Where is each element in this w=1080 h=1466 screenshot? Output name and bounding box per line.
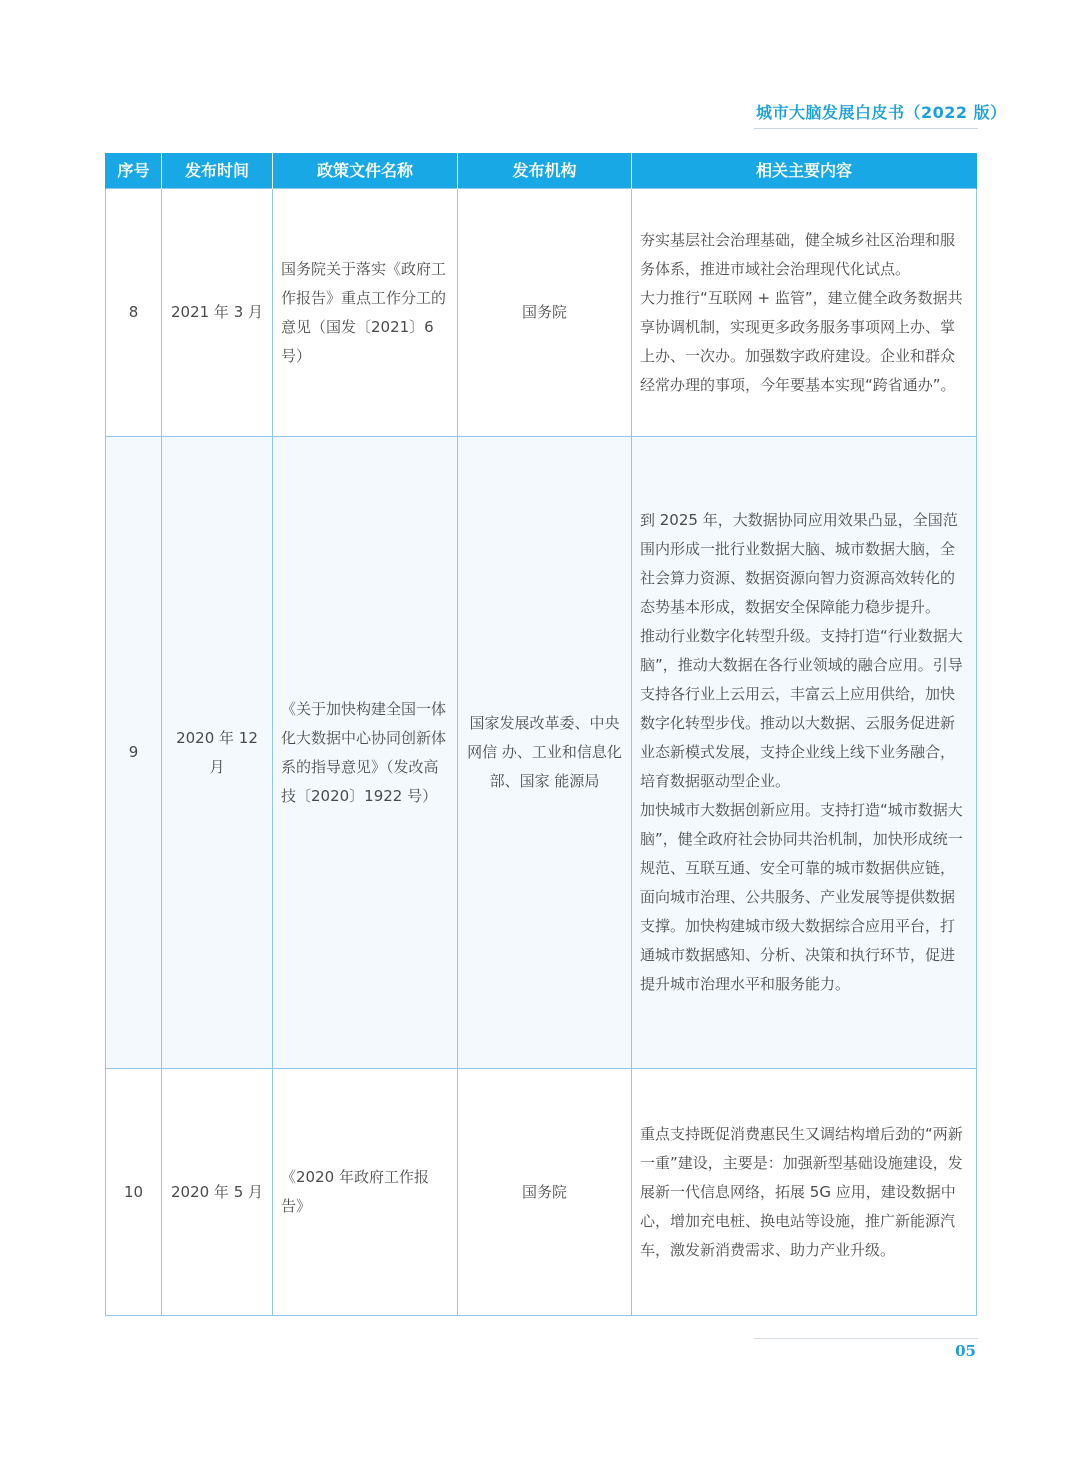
cell-content: [632, 437, 977, 1069]
cell-no: 8: [106, 189, 162, 437]
cell-issuer: 国务院: [458, 1069, 632, 1316]
column-header-policy-name: 政策文件名称: [273, 153, 458, 189]
content-paragraph: 夯实基层社会治理基础，健全城乡社区治理和服务体系，推进市域社会治理现代化试点。: [640, 230, 956, 278]
column-header-date: 发布时间: [162, 153, 273, 189]
cell-content: [632, 1069, 977, 1316]
column-header-issuer: 发布机构: [458, 153, 632, 189]
content-paragraph: 重点支持既促消费惠民生又调结构增后劲的“两新一重”建设，主要是：加强新型基础设施建设，发展新一代信息网络，拓展 5G 应用，建设数据中心，增加充电桩、换电站等设施，推广新能源汽车，激发新消费需求、助力产业升级。: [640, 1124, 963, 1259]
cell-policy-name: 国务院关于落实《政府工作报告》重点工作分工的意见（国发〔2021〕6 号）: [273, 189, 458, 437]
cell-no: 10: [106, 1069, 162, 1316]
table-row: [106, 1069, 977, 1316]
column-header-no: 序号: [106, 153, 162, 189]
cell-issuer: 国家发展改革委、中央网信 办、工业和信息化部、国家 能源局: [458, 437, 632, 1069]
content-paragraph: 大力推行“互联网 + 监管”，建立健全政务数据共享协调机制，实现更多政务服务事项网上办、掌上办、一次办。加强数字政府建设。企业和群众经常办理的事项，今年要基本实现“跨省通办”。: [640, 288, 963, 394]
page-number: 05: [955, 1342, 976, 1360]
footer-divider: [754, 1338, 978, 1339]
policy-table: [105, 153, 977, 1316]
content-paragraph: 到 2025 年，大数据协同应用效果凸显，全国范围内形成一批行业数据大脑、城市数据大脑，全社会算力资源、数据资源向智力资源高效转化的态势基本形成，数据安全保障能力稳步提升。: [640, 511, 958, 616]
cell-date: 2021 年 3 月: [162, 189, 273, 437]
content-paragraph: 加快城市大数据创新应用。支持打造“城市数据大脑”，健全政府社会协同共治机制，加快形成统一规范、互联互通、安全可靠的城市数据供应链，面向城市治理、公共服务、产业发展等提供数据支撑。加快构建城市级大数据综合应用平台，打通城市数据感知、分析、决策和执行环节，促进提升城市治理水平和服务能力。: [640, 801, 963, 993]
cell-content: [632, 189, 977, 437]
cell-policy-name: 《2020 年政府工作报告》: [273, 1069, 458, 1316]
cell-no: 9: [106, 437, 162, 1069]
document-running-title: 城市大脑发展白皮书（2022 版）: [756, 103, 1007, 122]
table-row: [106, 189, 977, 437]
cell-date: 2020 年 12 月: [162, 437, 273, 1069]
cell-policy-name: 《关于加快构建全国一体化大数据中心协同创新体系的指导意见》（发改高技〔2020〕1922 号）: [273, 437, 458, 1069]
cell-issuer: 国务院: [458, 189, 632, 437]
table-header-row: [106, 153, 977, 189]
content-paragraph: 推动行业数字化转型升级。支持打造“行业数据大脑”，推动大数据在各行业领域的融合应用。引导支持各行业上云用云，丰富云上应用供给，加快数字化转型步伐。推动以大数据、云服务促进新业态新模式发展，支持企业线上线下业务融合，培育数据驱动型企业。: [640, 627, 963, 790]
cell-date: 2020 年 5 月: [162, 1069, 273, 1316]
table-row: [106, 437, 977, 1069]
header-divider: [754, 128, 978, 129]
column-header-content: 相关主要内容: [632, 153, 977, 189]
